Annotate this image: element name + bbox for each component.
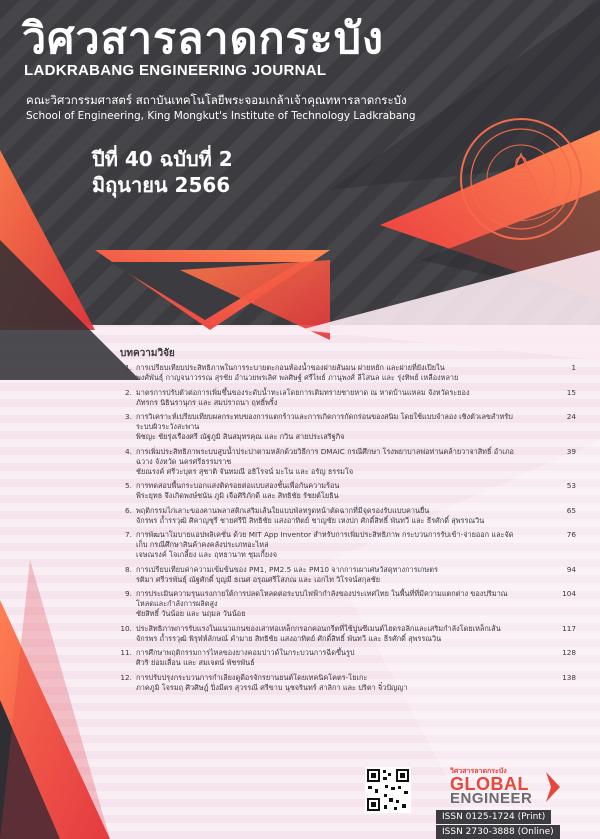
qr-code-icon[interactable]: [365, 767, 411, 813]
toc-heading: บทความวิจัย: [120, 348, 175, 359]
toc-entry[interactable]: [116, 412, 586, 442]
toc-entry-title: มาตรการปรับตัวต่อการเพิ่มขึ้นของระดับน้ำทะเลโดยการเติมทรายชายหาด ณ หาดบ้านแหลม จังหวัดระยอง: [136, 387, 470, 397]
toc-entry[interactable]: [116, 388, 586, 408]
logo-global-text: GLOBAL: [450, 774, 529, 794]
toc-entry-authors: ภาคภูมิ โจรมฤ ศิวศิษฎ์ ปิ่งมีตร สุวรรณี ศรีขาบ นุชจรินทร์ สาลิกา และ ปริตา จิ๋วปัญญา: [136, 682, 408, 692]
table-of-contents: [116, 346, 586, 697]
toc-entry-number: 11.: [120, 648, 132, 657]
toc-entry-number: 8.: [125, 564, 132, 574]
toc-entry-page: 128: [562, 648, 576, 657]
toc-entry-authors: พิชญะ ชัยรุ่งเรืองศรี ณัฐภูมิ สินสมุทรคุณ และ กวิน สายประเสริฐกิจ: [136, 432, 345, 441]
journal-title-english: LADKRABANG ENGINEERING JOURNAL: [24, 62, 327, 79]
toc-entry-title: การพัฒนาโมบายแอปพลิเคชั่น ด้วย MIT App Inventor สำหรับการเพิ่มประสิทธิภาพ กระบวนการรับเข้า-จ่ายออก และจัดเก็บ กรณีศึกษาสินค้าคงคลังประเภทอะไหล่: [136, 530, 514, 549]
toc-entry-page: 15: [566, 387, 576, 397]
toc-entry[interactable]: [116, 648, 586, 668]
toc-entry-page: 76: [566, 530, 576, 539]
toc-entry[interactable]: [116, 363, 586, 383]
toc-entry-number: 6.: [125, 505, 132, 515]
toc-entry-number: 5.: [125, 481, 132, 490]
toc-entry[interactable]: [116, 565, 586, 585]
toc-entry-title: พฤติกรรมไก่เลาะของคานพลาสติกเสริมเส้นใยแบบพัลทรูดหน้าตัดฉากที่มีจุดรองรับแบบคานยื่น: [136, 505, 430, 515]
toc-entry[interactable]: [116, 506, 586, 526]
kmitl-emblem-icon: [456, 114, 586, 244]
toc-entry-number: 9.: [125, 589, 132, 598]
toc-entry[interactable]: [116, 447, 586, 477]
toc-entry-authors: เจษณรงค์ โจเกลี้ยง และ ฤทธานาท ชุมเกี้ยงจ: [136, 550, 277, 559]
journal-title-thai: วิศวสารลาดกระบัง: [22, 14, 385, 64]
toc-entry-page: 117: [562, 623, 576, 633]
toc-entry-number: 2.: [125, 387, 132, 397]
faculty-name-english: School of Engineering, King Mongkut's Institute of Technology Ladkrabang: [26, 110, 416, 122]
toc-entry[interactable]: [116, 530, 586, 560]
toc-entry-authors: ศิวริ ย่อมเลื่อน และ สมเจตน์ พัชรพันธ์: [136, 658, 255, 667]
toc-list: [116, 363, 586, 693]
issue-info: [92, 146, 233, 198]
toc-entry-number: 4.: [125, 446, 132, 456]
issue-date: มิถุนายน 2566: [92, 173, 231, 197]
toc-entry-title: การวิเคราะห์เปรียบเทียบผลกระทบของการแตกร้าวและการเกิดการกัดกร่อนของสนิม โดยใช้แบบจำลอง เชิงตัวเลขสำหรับระบบผิวระวังสะพาน: [136, 412, 513, 431]
toc-entry-number: 1.: [125, 363, 132, 372]
toc-entry-page: 65: [566, 505, 576, 515]
volume-issue: ปีที่ 40 ฉบับที่ 2: [92, 147, 233, 171]
toc-entry-title: การทดสอบพื้นกระบอกแสงติดรอยต่อแบบสองชั้นเพื่อกันความร้อน: [136, 481, 340, 490]
toc-entry-page: 104: [562, 589, 576, 598]
logo-engineer-text: ENGINEER: [450, 790, 533, 807]
toc-entry[interactable]: [116, 673, 586, 693]
toc-entry[interactable]: [116, 624, 586, 644]
toc-entry-authors: พงศ์พันธุ์ กาญจนาวรรณ สุรชัย อำนวยพรเลิศ พลศิษฐ์ ศรีไพธ์ ภานุพงศ์ ลีโสนล และ รุ่งทิพย์ เหลืองหลาย: [136, 373, 459, 382]
toc-entry-title: การศึกษาพฤติกรรมการไหลของยางคอมปาวด์ในกระบวนการฉีดขึ้นรูป: [136, 648, 355, 657]
toc-entry-authors: จักรพร ถ้ำรรวุฒิ พิรุฬห์ลักษณ์ คำมาย สิทธิชัย แสงอาทิตย์ ศักดิ์สิทธิ์ พันทวี และ ธีรศักดิ์ สุพรรณวิน: [136, 633, 442, 643]
toc-entry[interactable]: [116, 589, 586, 619]
toc-entry[interactable]: [116, 481, 586, 501]
toc-entry-authors: พีระยุทธ จึงเกิดพงษ์ชนัน ภูมิ เจือศิริภักดี และ สิทธิชัย รัชยต์โยธิน: [136, 491, 339, 500]
toc-entry-title: การเปรียบเทียบประสิทธิภาพในการระบายตะกอนท้องน้ำของฝายสันมน ฝายหยัก และฝายที่ยังเปียใน: [136, 363, 445, 372]
toc-entry-title: ประสิทธิภาพการรับแรงในแนวแกนของเสาท่อเหล็กกรอกคอนกรีตที่ใช้ปูนซีเมนต์ไฮดรอลิกและเสริมกำลังโดยเหล็กเส้น: [136, 623, 501, 633]
toc-entry-title: การปรับปรุงกระบวนการกำเลียงดูดีอรจักรยานยนต์โดยเทคนิคโคตร-โยเกะ: [136, 672, 368, 682]
global-engineer-logo: [434, 766, 584, 808]
toc-entry-title: การเพิ่มประสิทธิภาพระบบสูบน้ำประปาตามหลักด้วยวิธีการ DMAIC กรณีศึกษา โรงพยาบาลพ่อท่านคล้ายวาจาสิทธิ์ อำเภอ ฉวาง จังหวัด นครศรีธรรมราช: [136, 446, 514, 466]
toc-entry-authors: รติมา ศรีวรพันธุ์ ณัฐศักดิ์ บุญมี ธเนศ อรุณศรีโสภณ และ เอกไท วิโรจน์สกุลชัย: [136, 574, 380, 584]
toc-entry-number: 10.: [120, 623, 132, 633]
toc-entry-page: 39: [566, 446, 576, 456]
toc-entry-authors: ภัทรกร นิธินรานุกร และ สมปราถนา ฤทธิ์พริ้ง: [136, 397, 278, 407]
toc-entry-page: 24: [566, 412, 576, 421]
toc-entry-page: 138: [562, 672, 576, 682]
issn-print: ISSN 0125-1724 (Print): [436, 810, 551, 824]
toc-entry-authors: จักรพร ถ้ำรรวุฒิ ศิคาญชุรี ชายศรีปี สิทธิชัย แสงอาทิตย์ ชาญชัย เหงปก ศักดิ์สิทธิ์ พันทวี และ ธีรศักดิ์ สุพรรณวิน: [136, 515, 485, 525]
chevron-right-icon: [546, 772, 560, 802]
toc-entry-title: การประเมินความรุนแรงภายใต้การปลดโหลดต่อระบบไฟฟ้ากำลังของประเทศไทย ในพื้นที่ที่มีความแตกต่าง ของปริมาณโหลดและกำลังการผลิตสูง: [136, 589, 508, 608]
toc-entry-page: 94: [566, 564, 576, 574]
toc-entry-authors: ชัยสิทธิ์ วันน้อย และ นฤมล วันน้อย: [136, 609, 246, 618]
toc-entry-title: การเปรียบเทียบค่าความเข้มข้นของ PM1, PM2.5 และ PM10 จากการเผาเศษวัสดุทางการเกษตร: [136, 564, 438, 574]
toc-entry-authors: ชัยณรงค์ ศรีวะบุตร สุชาติ จันทมณี อธิโรจน์ มะโน และ อรัญ ธรรมโจ: [136, 466, 354, 476]
toc-entry-number: 3.: [125, 412, 132, 421]
toc-entry-page: 1: [571, 363, 576, 372]
issn-online: ISSN 2730-3888 (Online): [436, 825, 560, 839]
toc-entry-number: 12.: [120, 672, 132, 682]
logo-small-text: วิศวสารลาดกระบัง: [450, 767, 507, 775]
faculty-name-thai: คณะวิศวกรรมศาสตร์ สถาบันเทคโนโลยีพระจอมเกล้าเจ้าคุณทหารลาดกระบัง: [26, 93, 407, 107]
toc-entry-page: 53: [566, 481, 576, 490]
toc-entry-number: 7.: [125, 530, 132, 539]
